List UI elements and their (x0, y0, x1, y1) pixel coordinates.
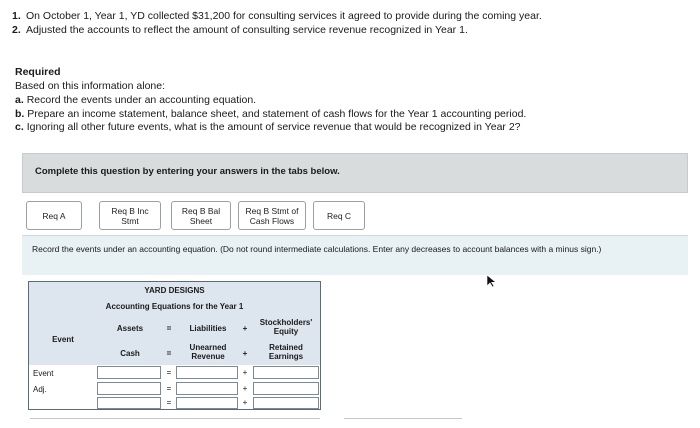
problem-number: 2. (12, 24, 21, 36)
accounting-equation-worksheet (28, 281, 321, 410)
banner-text: Complete this question by entering your answers in the tabs below. (35, 166, 340, 177)
required-item-text: Prepare an income statement, balance sheet, and statement of cash flows for the Year 1 accounting period. (27, 108, 527, 120)
event-column-header: Event (52, 335, 74, 344)
required-item-c (15, 121, 521, 134)
tab-bar (22, 193, 688, 235)
row-label-adj: Adj. (33, 385, 47, 394)
equals-sign: = (166, 324, 172, 333)
required-item-text: Ignoring all other future events, what is the amount of service revenue that would be recognized in Year 2? (26, 121, 521, 133)
cash-header: Cash (120, 349, 140, 358)
equals-sign: = (166, 368, 172, 377)
worksheet-subtitle: Accounting Equations for the Year 1 (105, 302, 244, 311)
tab-req-b-bal-sheet[interactable] (171, 201, 231, 230)
equals-sign: = (166, 398, 172, 407)
cash-total-input[interactable] (97, 397, 161, 409)
plus-sign: + (242, 324, 248, 333)
problem-number: 1. (12, 10, 21, 22)
equals-sign: = (166, 349, 172, 358)
divider (344, 418, 462, 419)
row-label-event: Event (33, 369, 54, 378)
retained-earnings-input-adj[interactable] (253, 382, 319, 395)
plus-sign: + (242, 384, 248, 393)
problem-text: Adjusted the accounts to reflect the amount of consulting service revenue recognized in Year 1. (26, 24, 468, 36)
tab-label: Req B Bal Sheet (181, 205, 221, 226)
assets-header: Assets (116, 324, 144, 333)
retained-earnings-input-event[interactable] (253, 366, 319, 379)
tab-req-a[interactable] (26, 201, 82, 230)
required-item-label: c. (15, 121, 24, 133)
company-name: YARD DESIGNS (144, 286, 205, 295)
required-intro: Based on this information alone: (15, 80, 166, 92)
equals-sign: = (166, 384, 172, 393)
retained-earnings-header: Retained Earnings (268, 343, 304, 361)
problem-line-2 (12, 23, 468, 37)
tab-req-b-inc-stmt[interactable] (99, 201, 161, 230)
divider (30, 418, 320, 419)
tab-req-c[interactable] (313, 201, 365, 230)
tab-label: Req A (42, 210, 66, 221)
unearned-revenue-header: Unearned Revenue (189, 343, 227, 361)
required-item-b (15, 108, 526, 121)
required-item-label: b. (15, 108, 25, 120)
required-item-label: a. (15, 94, 24, 106)
liabilities-header: Liabilities (189, 324, 227, 333)
plus-sign: + (242, 398, 248, 407)
tab-label: Req B Inc Stmt (111, 205, 149, 226)
retained-earnings-total-input[interactable] (253, 397, 319, 409)
required-item-a (15, 94, 256, 107)
problem-line-1 (12, 9, 542, 23)
required-title: Required (15, 66, 61, 78)
tab-label: Req B Stmt of Cash Flows (245, 205, 299, 226)
tab-req-b-stmt-cash-flows[interactable] (238, 201, 306, 230)
plus-sign: + (242, 368, 248, 377)
cash-input-event[interactable] (97, 366, 161, 379)
plus-sign: + (242, 349, 248, 358)
cash-input-adj[interactable] (97, 382, 161, 395)
stockholders-equity-header: Stockholders' Equity (259, 318, 313, 336)
unearned-revenue-total-input[interactable] (176, 397, 238, 409)
instructions-text: Record the events under an accounting equation. (Do not round intermediate calculations. Enter any decreases to account balances with a minus sign.) (32, 244, 602, 254)
tab-label: Req C (326, 210, 352, 221)
required-item-text: Record the events under an accounting equation. (26, 94, 257, 106)
unearned-revenue-input-event[interactable] (176, 366, 238, 379)
tab-instructions (22, 235, 688, 275)
problem-text: On October 1, Year 1, YD collected $31,200 for consulting services it agreed to provide during the coming year. (26, 10, 542, 22)
unearned-revenue-input-adj[interactable] (176, 382, 238, 395)
instructions-banner (22, 153, 688, 193)
